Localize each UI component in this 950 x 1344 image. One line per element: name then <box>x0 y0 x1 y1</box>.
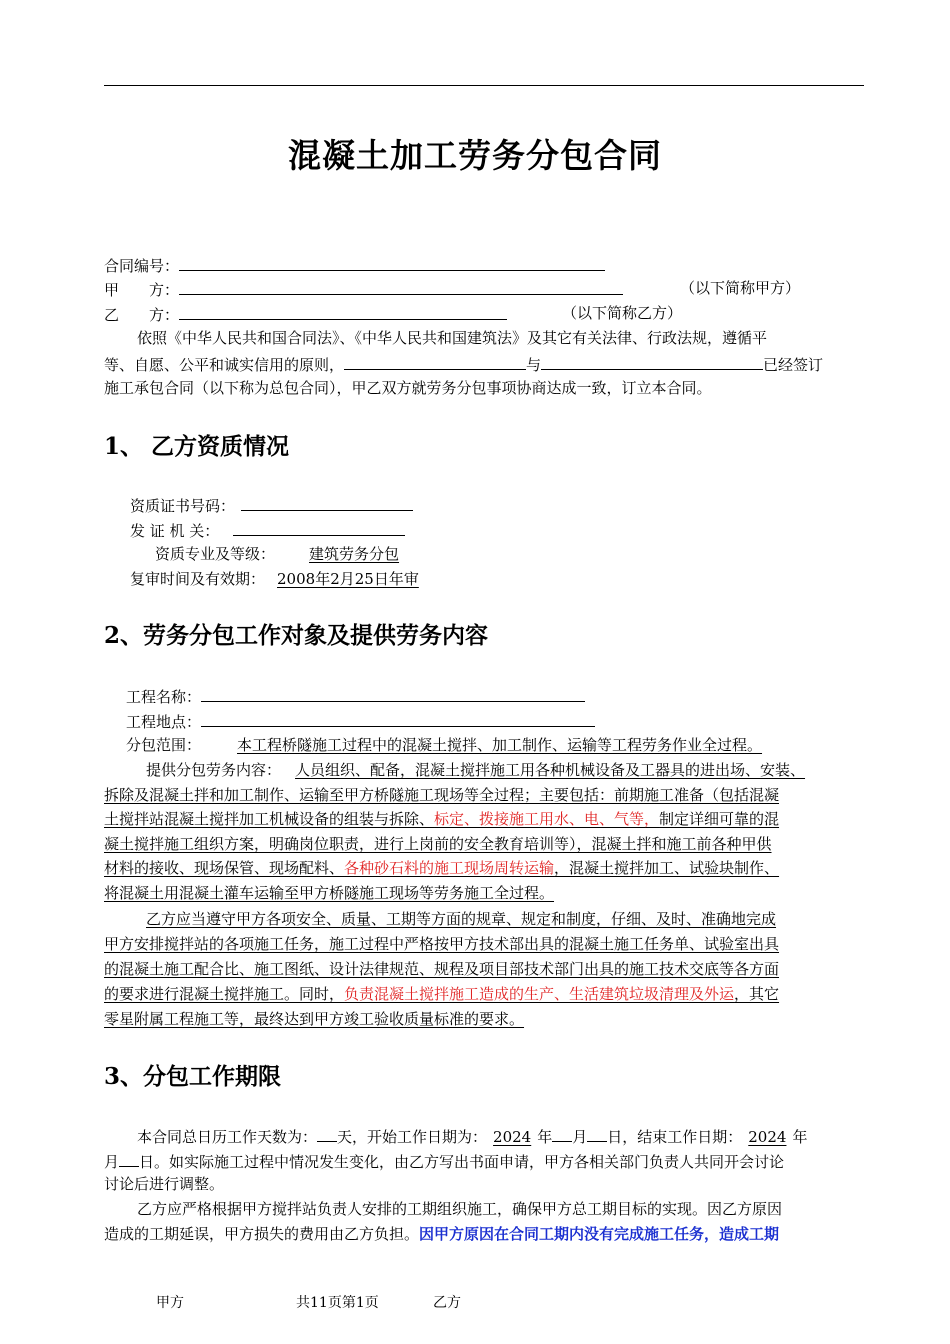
project-name-label: 工程名称： <box>126 688 202 706</box>
term-line-5 <box>104 1224 779 1244</box>
term-line-3: 讨论后进行调整。 <box>104 1175 225 1193</box>
section-3-heading: 3、分包工作期限 <box>104 1063 282 1090</box>
term-text-g: 月 <box>104 1153 120 1171</box>
project-site-label: 工程地点： <box>126 713 202 731</box>
days-blank[interactable] <box>317 1125 337 1142</box>
requirement-line-5: 零星附属工程施工等，最终达到甲方竣工验收质量标准的要求。 <box>104 1010 525 1028</box>
start-year: 2024 <box>493 1128 532 1146</box>
contract-no-label: 合同编号： <box>104 257 180 275</box>
content-line-5 <box>104 858 779 878</box>
content-line-2: 拆除及混凝土拌和加工制作、运输至甲方桥隧施工现场等全过程；主要包括：前期施工准备（包括混凝 <box>104 786 780 804</box>
requirement-line-4a: 的要求进行混凝土搅拌施工。同时， <box>104 985 345 1003</box>
content-line-3 <box>104 809 779 829</box>
requirement-line-4b: 负责混凝土搅拌施工造成的生产、生活建筑垃圾清理及外运 <box>344 985 735 1003</box>
project-site-blank[interactable] <box>201 710 595 727</box>
content-label: 提供分包劳务内容： <box>146 761 282 779</box>
term-text-f: 年 <box>792 1128 808 1146</box>
footer-page-number: 共11页第1页 <box>296 1295 379 1311</box>
term-text-j: 因甲方原因在合同工期内没有完成施工任务，造成工期 <box>419 1225 780 1243</box>
scope-row <box>126 735 768 755</box>
requirement-line-3: 的混凝土施工配合比、施工图纸、设计法律规范、规程及项目部技术部门出具的施工技术交底等各方面 <box>104 960 780 978</box>
scope-label: 分包范围： <box>126 736 202 754</box>
content-line-5c: ，混凝土搅拌加工、试验块制作、 <box>554 859 780 877</box>
issuer-blank[interactable] <box>233 519 405 536</box>
content-line-3a: 土搅拌站混凝土搅拌加工机械设备的组装与拆除、 <box>104 810 435 828</box>
term-text-c: 年 <box>537 1128 553 1146</box>
requirement-line-2: 甲方安排搅拌站的各项施工任务，施工过程中严格按甲方技术部出具的混凝土施工任务单、试验室出具 <box>104 935 780 953</box>
intro-blank-2[interactable] <box>541 353 763 370</box>
term-line-1 <box>137 1125 807 1147</box>
content-line-1: 人员组织、配备，混凝土搅拌施工用各种机械设备及工器具的进出场、安装、 <box>295 761 806 779</box>
section-2-heading: 2、劳务分包工作对象及提供劳务内容 <box>104 622 489 649</box>
party-b-note: （以下简称乙方） <box>562 304 683 322</box>
content-line-6: 将混凝土用混凝土灌车运输至甲方桥隧施工现场等劳务施工全过程。 <box>104 884 555 902</box>
party-b-row <box>104 303 507 325</box>
term-line-4: 乙方应严格根据甲方搅拌站负责人安排的工期组织施工，确保甲方总工期目标的实现。因乙方原因 <box>137 1200 783 1218</box>
review-row <box>130 569 457 589</box>
intro-line-2 <box>104 353 823 375</box>
end-year: 2024 <box>748 1128 787 1146</box>
party-b-blank[interactable] <box>179 303 507 320</box>
start-day-blank[interactable] <box>587 1125 607 1142</box>
document-title: 混凝土加工劳务分包合同 <box>288 136 662 175</box>
party-b-label: 乙 方： <box>104 306 180 324</box>
cert-no-label: 资质证书号码： <box>130 497 236 515</box>
content-line-5b: 各种砂石料的施工现场周转运输 <box>344 859 555 877</box>
party-a-note: （以下简称甲方） <box>680 279 801 297</box>
content-line-3b: 标定、拨接施工用水、电、气等， <box>434 810 660 828</box>
start-month-blank[interactable] <box>552 1125 572 1142</box>
term-text-d: 月 <box>572 1128 588 1146</box>
content-line-3c: 制定详细可靠的混 <box>659 810 780 828</box>
header-rule <box>104 85 864 86</box>
party-a-label: 甲 方： <box>104 281 180 299</box>
intro-text-a: 等、自愿、公平和诚实信用的原则， <box>104 356 345 374</box>
contract-no-blank[interactable] <box>179 254 605 271</box>
requirement-line-4c: ，其它 <box>734 985 780 1003</box>
footer-party-b: 乙方 <box>433 1295 461 1311</box>
major-value: 建筑劳务分包 <box>309 545 400 563</box>
cert-no-blank[interactable] <box>241 494 413 511</box>
footer-party-a: 甲方 <box>156 1295 184 1311</box>
content-line-5a: 材料的接收、现场保管、现场配料、 <box>104 859 345 877</box>
contract-no-row <box>104 254 605 276</box>
review-label: 复审时间及有效期： <box>130 570 266 588</box>
requirement-line-1: 乙方应当遵守甲方各项安全、质量、工期等方面的规章、规定和制度，仔细、及时、准确地完成 <box>146 910 777 928</box>
requirement-line-4 <box>104 984 779 1004</box>
issuer-row <box>130 519 405 541</box>
party-a-blank[interactable] <box>179 278 623 295</box>
project-name-blank[interactable] <box>201 685 585 702</box>
term-text-i: 造成的工期延误，甲方损失的费用由乙方负担。 <box>104 1225 420 1243</box>
term-text-a: 本合同总日历工作天数为： <box>137 1128 318 1146</box>
intro-line-1: 依照《中华人民共和国合同法》、《中华人民共和国建筑法》及其它有关法律、行政法规，遵循平 <box>137 329 768 347</box>
content-row-1 <box>146 760 805 780</box>
content-line-4: 凝土搅拌施工组织方案，明确岗位职责，进行上岗前的安全教育培训等），混凝土拌和施工前各种甲供 <box>104 835 772 853</box>
review-value: 2008年2月25日年审 <box>277 570 419 588</box>
term-text-e: 日，结束工作日期： <box>607 1128 743 1146</box>
party-a-row <box>104 278 623 300</box>
term-text-h: 日。如实际施工过程中情况发生变化，由乙方写出书面申请，甲方各相关部门负责人共同开会讨论 <box>139 1153 785 1171</box>
project-name-row <box>126 685 585 707</box>
intro-blank-1[interactable] <box>344 353 526 370</box>
end-day-blank[interactable] <box>119 1150 139 1167</box>
project-site-row <box>126 710 595 732</box>
section-1-heading: 1、 乙方资质情况 <box>104 433 290 460</box>
term-text-b: 天，开始工作日期为： <box>337 1128 488 1146</box>
intro-line-3: 施工承包合同（以下称为总包合同），甲乙双方就劳务分包事项协商达成一致，订立本合同。 <box>104 379 712 397</box>
term-line-2 <box>104 1150 784 1172</box>
intro-text-c: 已经签订 <box>763 356 824 374</box>
issuer-label: 发 证 机 关： <box>130 522 220 540</box>
scope-value: 本工程桥隧施工过程中的混凝土搅拌、加工制作、运输等工程劳务作业全过程。 <box>237 736 763 754</box>
major-label: 资质专业及等级： <box>155 545 276 563</box>
cert-no-row <box>130 494 413 516</box>
major-row <box>155 544 451 564</box>
intro-text-b: 与 <box>526 356 542 374</box>
